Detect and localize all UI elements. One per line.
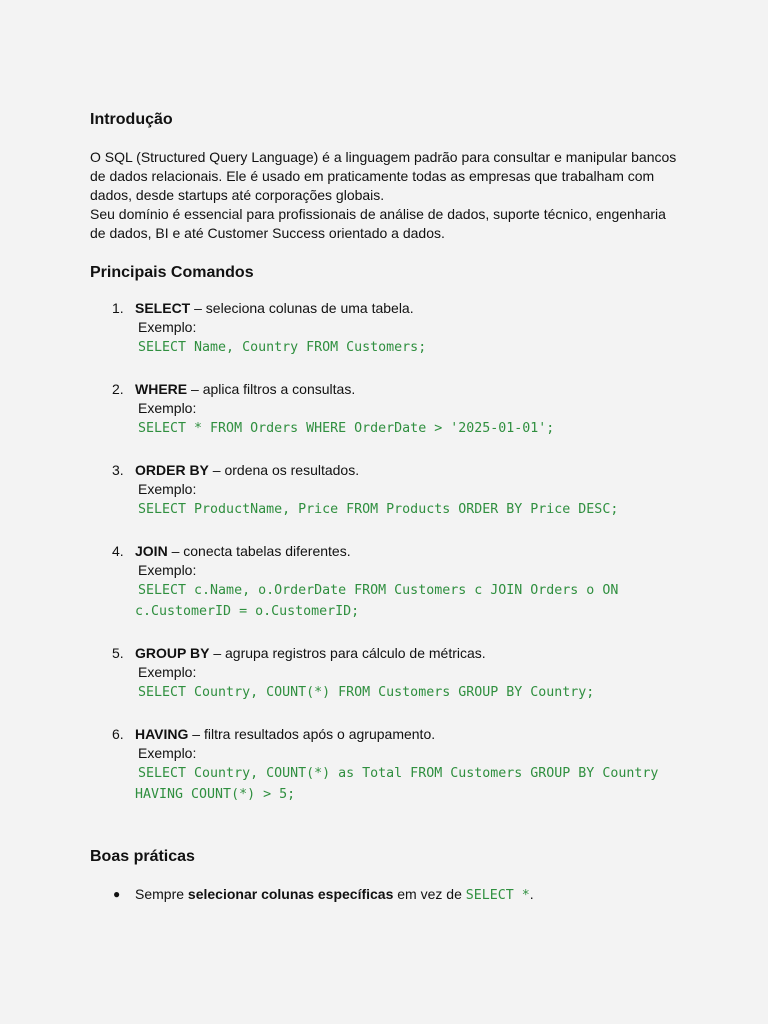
- inline-code: SELECT *: [465, 888, 530, 903]
- example-label: Exemplo:: [138, 400, 197, 416]
- command-keyword: ORDER BY: [135, 462, 209, 478]
- code-example: SELECT Name, Country FROM Customers;: [138, 340, 427, 355]
- command-description: – conecta tabelas diferentes.: [167, 543, 351, 559]
- command-description: – aplica filtros a consultas.: [187, 381, 356, 397]
- commands-heading: Principais Comandos: [90, 264, 254, 281]
- practice-prefix: Sempre: [135, 886, 188, 902]
- item-number: 3.: [112, 462, 124, 478]
- item-number: 4.: [112, 543, 124, 559]
- command-description: – seleciona colunas de uma tabela.: [190, 300, 414, 316]
- command-keyword: SELECT: [135, 300, 191, 316]
- item-number: 6.: [112, 726, 124, 742]
- example-label: Exemplo:: [138, 562, 197, 578]
- example-label: Exemplo:: [138, 664, 197, 680]
- list-item: [90, 461, 690, 520]
- code-line: SELECT c.Name, o.OrderDate FROM Customers c JOIN Orders o ON: [138, 583, 619, 598]
- bullet-icon: ●: [113, 887, 121, 901]
- practice-middle: em vez de: [393, 886, 466, 902]
- item-number: 2.: [112, 381, 124, 397]
- practice-suffix: .: [529, 886, 534, 902]
- code-example: [135, 763, 690, 805]
- command-keyword: WHERE: [135, 381, 188, 397]
- command-description: – agrupa registros para cálculo de métricas.: [209, 645, 486, 661]
- command-keyword: GROUP BY: [135, 645, 210, 661]
- list-item: [90, 725, 690, 805]
- item-number: 5.: [112, 645, 124, 661]
- intro-paragraph-1: O SQL (Structured Query Language) é a linguagem padrão para consultar e manipular bancos de dados relacionais. Ele é usado em praticamente todas as empresas que trabalham com dados, desde startups até corporações globais.: [90, 149, 677, 203]
- best-practices-list: [90, 885, 690, 905]
- code-line: SELECT Country, COUNT(*) as Total FROM Customers GROUP BY Country: [138, 766, 659, 781]
- practice-emphasis: selecionar colunas específicas: [187, 886, 394, 902]
- intro-paragraph-2: Seu domínio é essencial para profissionais de análise de dados, suporte técnico, engenharia de dados, BI e até Customer Success orientado a dados.: [90, 206, 666, 241]
- code-example: SELECT Country, COUNT(*) FROM Customers GROUP BY Country;: [138, 685, 595, 700]
- command-description: – ordena os resultados.: [208, 462, 360, 478]
- best-practices-heading: Boas práticas: [90, 848, 195, 865]
- code-example: SELECT * FROM Orders WHERE OrderDate > '2025-01-01';: [138, 421, 555, 436]
- document-page: [90, 110, 690, 905]
- list-item: [90, 644, 690, 703]
- code-line: c.CustomerID = o.CustomerID;: [135, 604, 360, 619]
- example-label: Exemplo:: [138, 481, 197, 497]
- item-number: 1.: [112, 300, 124, 316]
- code-line: HAVING COUNT(*) > 5;: [135, 787, 296, 802]
- code-example: SELECT ProductName, Price FROM Products ORDER BY Price DESC;: [138, 502, 619, 517]
- example-label: Exemplo:: [138, 745, 197, 761]
- list-item: [90, 885, 690, 905]
- commands-list: [90, 299, 690, 805]
- list-item: [90, 542, 690, 622]
- list-item: [90, 380, 690, 439]
- command-description: – filtra resultados após o agrupamento.: [188, 726, 436, 742]
- intro-heading: Introdução: [90, 111, 173, 128]
- command-keyword: HAVING: [135, 726, 189, 742]
- example-label: Exemplo:: [138, 319, 197, 335]
- intro-paragraph: [90, 148, 680, 243]
- command-keyword: JOIN: [135, 543, 168, 559]
- list-item: [90, 299, 690, 358]
- code-example: [135, 580, 690, 622]
